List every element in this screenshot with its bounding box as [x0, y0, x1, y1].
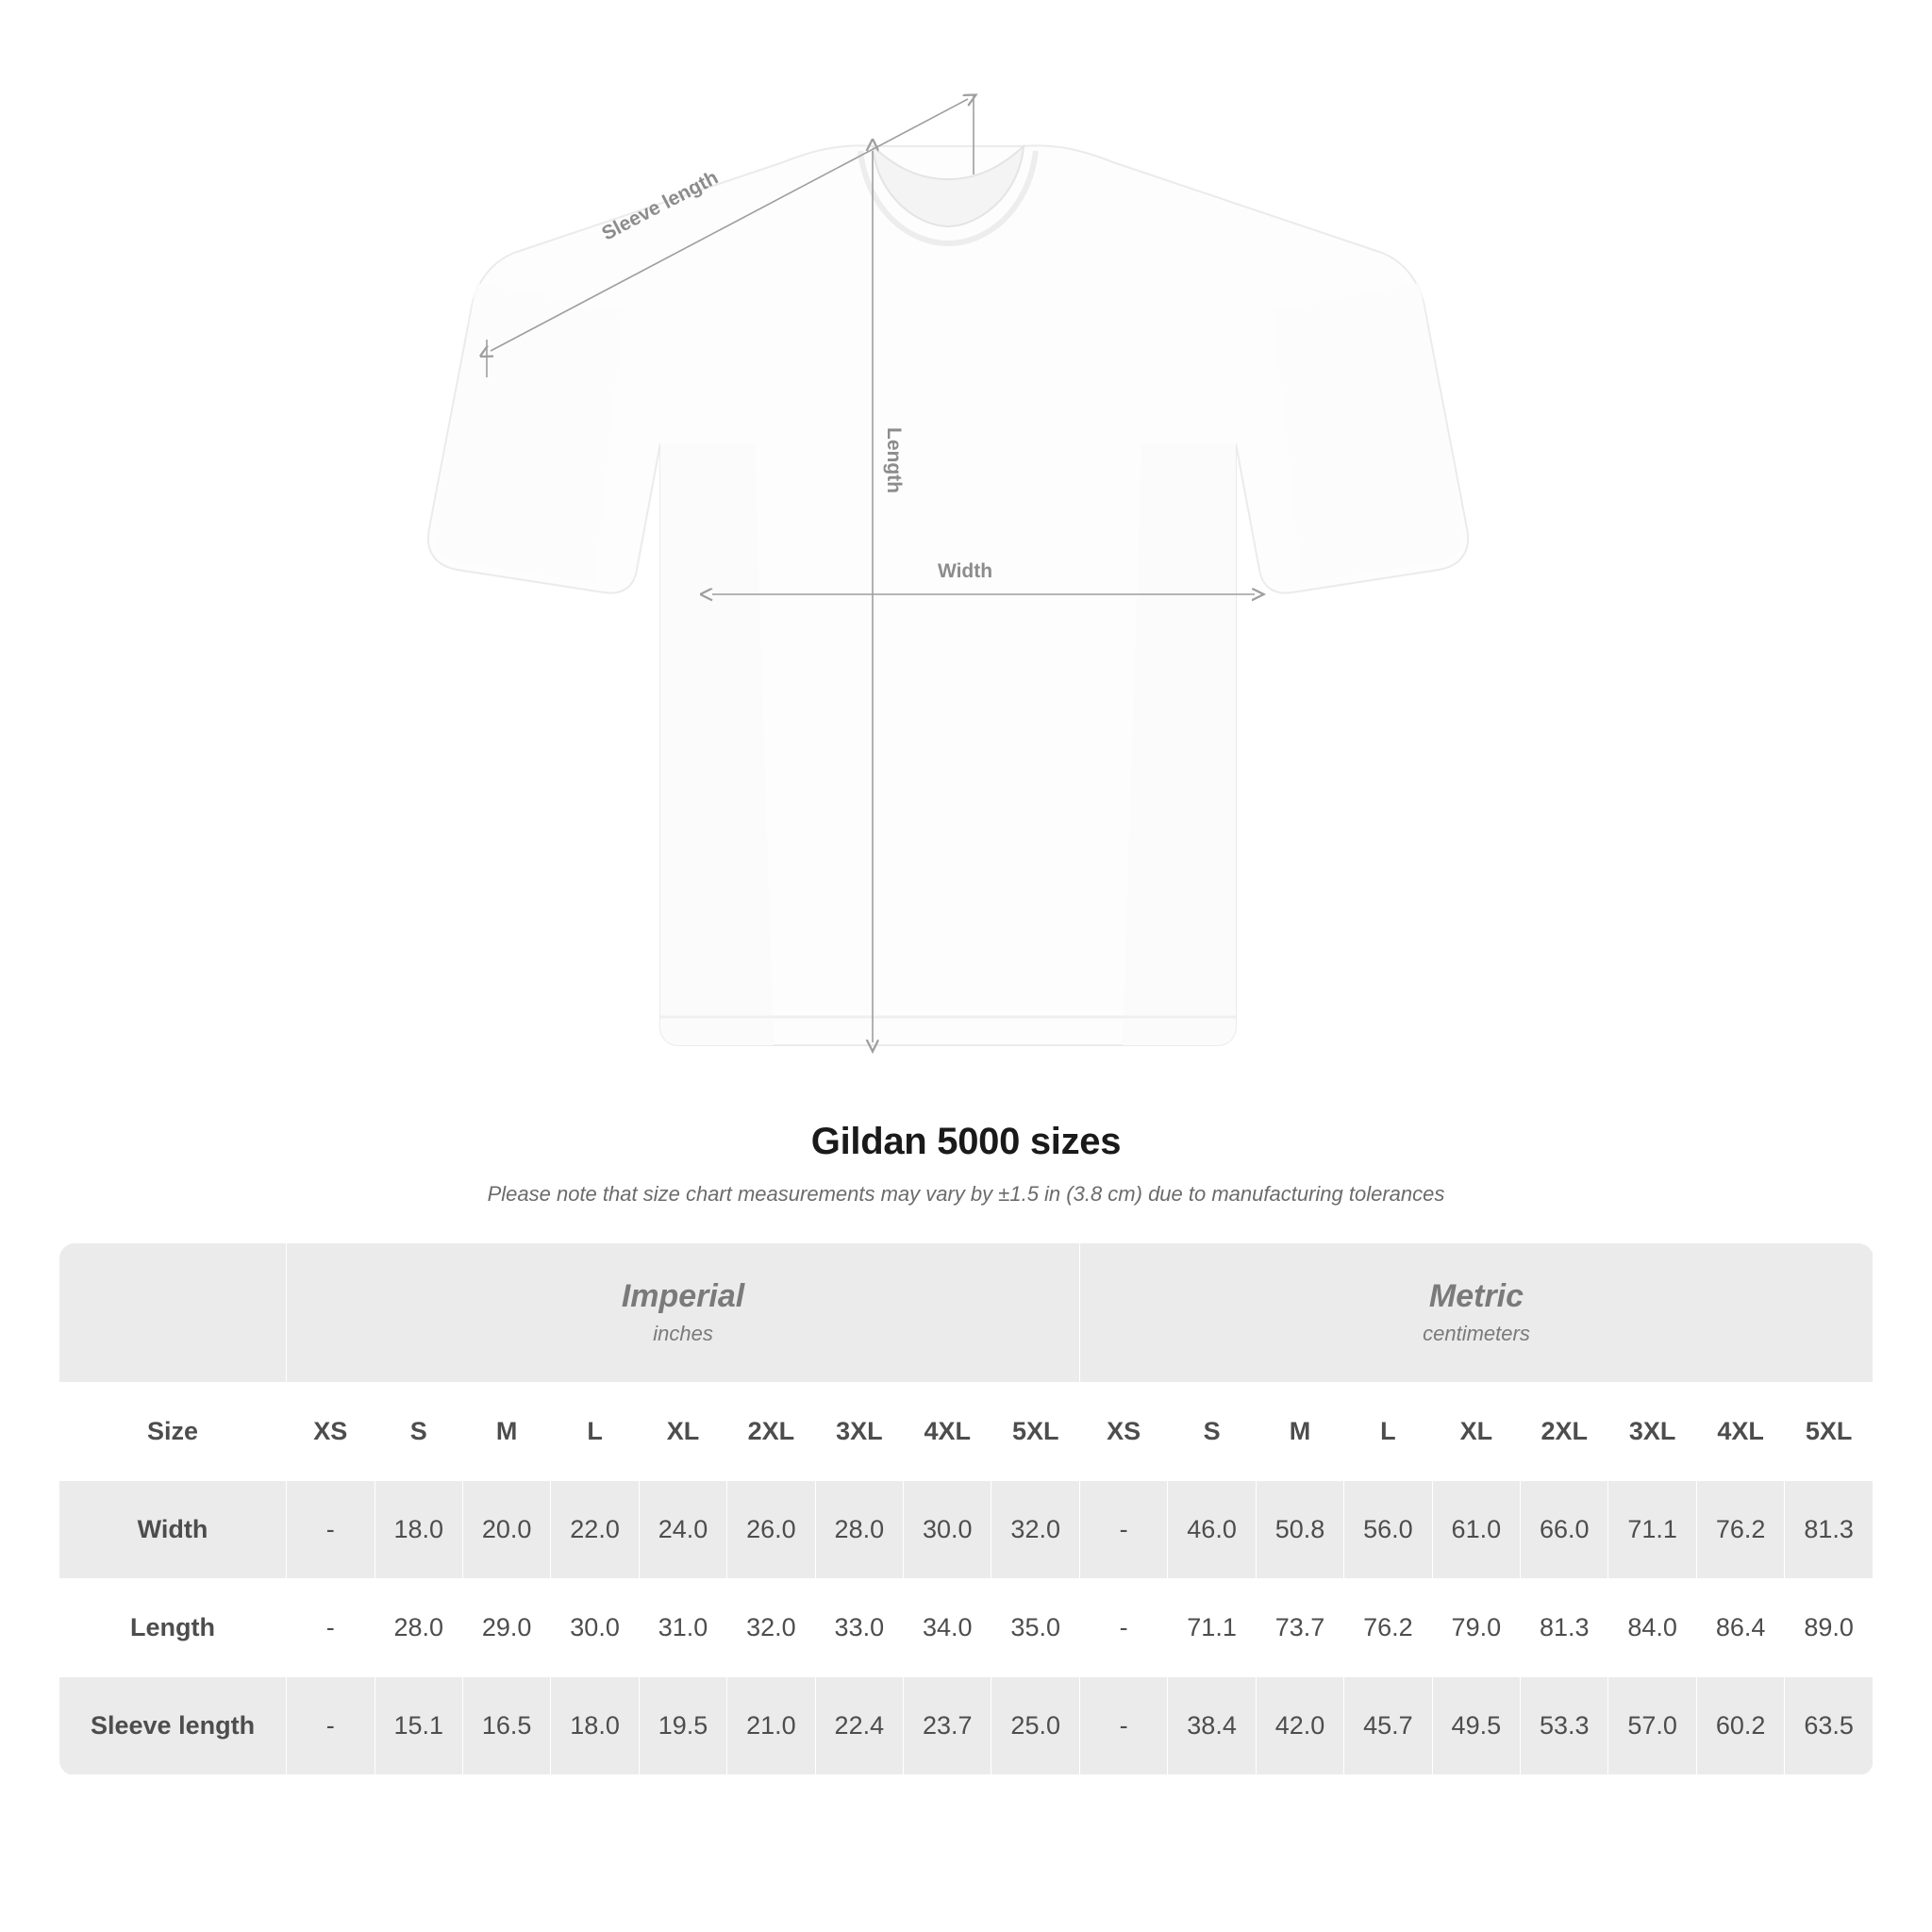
cell-sleeve-imperial-5xl: 25.0: [991, 1677, 1079, 1775]
width-label: Width: [937, 560, 993, 582]
cell-length-imperial-m: 29.0: [462, 1579, 550, 1677]
cell-length-imperial-3xl: 33.0: [815, 1579, 903, 1677]
cell-length-imperial-2xl: 32.0: [727, 1579, 815, 1677]
row-label-sleeve-length: Sleeve length: [59, 1677, 287, 1775]
cell-sleeve-metric-5xl: 63.5: [1785, 1677, 1874, 1775]
cell-sleeve-imperial-s: 15.1: [375, 1677, 462, 1775]
cell-sleeve-metric-3xl: 57.0: [1608, 1677, 1696, 1775]
cell-length-metric-xl: 79.0: [1432, 1579, 1520, 1677]
unit-header-imperial: [287, 1243, 1080, 1383]
cell-length-imperial-xl: 31.0: [639, 1579, 726, 1677]
row-label-width: Width: [59, 1481, 287, 1579]
cell-sleeve-imperial-xl: 19.5: [639, 1677, 726, 1775]
size-header-imperial-m: M: [462, 1383, 550, 1481]
cell-length-metric-5xl: 89.0: [1785, 1579, 1874, 1677]
size-header-imperial-2xl: 2XL: [727, 1383, 815, 1481]
size-header-metric-4xl: 4XL: [1696, 1383, 1784, 1481]
size-header-imperial-5xl: 5XL: [991, 1383, 1079, 1481]
cell-width-imperial-4xl: 30.0: [904, 1481, 991, 1579]
cell-sleeve-imperial-4xl: 23.7: [904, 1677, 991, 1775]
cell-width-metric-xl: 61.0: [1432, 1481, 1520, 1579]
cell-width-metric-4xl: 76.2: [1696, 1481, 1784, 1579]
cell-sleeve-metric-xl: 49.5: [1432, 1677, 1520, 1775]
cell-sleeve-metric-s: 38.4: [1168, 1677, 1256, 1775]
cell-sleeve-metric-l: 45.7: [1344, 1677, 1432, 1775]
cell-length-metric-xs: -: [1079, 1579, 1167, 1677]
cell-width-metric-5xl: 81.3: [1785, 1481, 1874, 1579]
unit-name-metric: Metric: [1428, 1277, 1524, 1314]
cell-width-imperial-2xl: 26.0: [727, 1481, 815, 1579]
sleeve-length-label: Sleeve length: [598, 166, 723, 245]
unit-header-metric: [1079, 1243, 1873, 1383]
cell-sleeve-metric-2xl: 53.3: [1521, 1677, 1608, 1775]
table-row: [59, 1677, 1874, 1775]
unit-name-imperial: Imperial: [621, 1277, 745, 1314]
size-header-metric-l: L: [1344, 1383, 1432, 1481]
size-table-wrapper: [58, 1242, 1874, 1775]
cell-length-metric-3xl: 84.0: [1608, 1579, 1696, 1677]
cell-sleeve-imperial-3xl: 22.4: [815, 1677, 903, 1775]
size-header-imperial-xl: XL: [639, 1383, 726, 1481]
size-header-metric-s: S: [1168, 1383, 1256, 1481]
cell-sleeve-imperial-xs: -: [287, 1677, 375, 1775]
size-header-imperial-3xl: 3XL: [815, 1383, 903, 1481]
unit-header-row: [59, 1243, 1874, 1383]
size-header-metric-m: M: [1256, 1383, 1343, 1481]
cell-width-metric-s: 46.0: [1168, 1481, 1256, 1579]
cell-sleeve-metric-xs: -: [1079, 1677, 1167, 1775]
size-header-metric-5xl: 5XL: [1785, 1383, 1874, 1481]
cell-width-metric-l: 56.0: [1344, 1481, 1432, 1579]
size-header-imperial-l: L: [551, 1383, 639, 1481]
cell-width-metric-m: 50.8: [1256, 1481, 1343, 1579]
cell-sleeve-imperial-2xl: 21.0: [727, 1677, 815, 1775]
cell-length-imperial-xs: -: [287, 1579, 375, 1677]
size-header-imperial-s: S: [375, 1383, 462, 1481]
cell-width-imperial-3xl: 28.0: [815, 1481, 903, 1579]
size-header-row: [59, 1383, 1874, 1481]
tshirt-graphic: [428, 145, 1468, 1045]
cell-length-imperial-s: 28.0: [375, 1579, 462, 1677]
cell-width-imperial-5xl: 32.0: [991, 1481, 1079, 1579]
cell-width-metric-2xl: 66.0: [1521, 1481, 1608, 1579]
table-row: [59, 1579, 1874, 1677]
cell-width-imperial-xs: -: [287, 1481, 375, 1579]
unit-sub-metric: centimeters: [1423, 1322, 1530, 1346]
size-header-metric-2xl: 2XL: [1521, 1383, 1608, 1481]
cell-length-imperial-l: 30.0: [551, 1579, 639, 1677]
size-header-metric-3xl: 3XL: [1608, 1383, 1696, 1481]
cell-width-imperial-s: 18.0: [375, 1481, 462, 1579]
cell-width-imperial-l: 22.0: [551, 1481, 639, 1579]
cell-width-imperial-m: 20.0: [462, 1481, 550, 1579]
unit-sub-imperial: inches: [653, 1322, 713, 1346]
cell-length-metric-l: 76.2: [1344, 1579, 1432, 1677]
size-header-metric-xl: XL: [1432, 1383, 1520, 1481]
cell-sleeve-imperial-l: 18.0: [551, 1677, 639, 1775]
cell-length-metric-s: 71.1: [1168, 1579, 1256, 1677]
size-header-label: Size: [59, 1383, 287, 1481]
cell-length-metric-4xl: 86.4: [1696, 1579, 1784, 1677]
row-label-length: Length: [59, 1579, 287, 1677]
cell-sleeve-metric-4xl: 60.2: [1696, 1677, 1784, 1775]
cell-length-metric-2xl: 81.3: [1521, 1579, 1608, 1677]
cell-width-metric-xs: -: [1079, 1481, 1167, 1579]
cell-length-imperial-5xl: 35.0: [991, 1579, 1079, 1677]
cell-width-imperial-xl: 24.0: [639, 1481, 726, 1579]
cell-sleeve-metric-m: 42.0: [1256, 1677, 1343, 1775]
size-table: [58, 1242, 1874, 1775]
tolerance-note: Please note that size chart measurements may vary by ±1.5 in (3.8 cm) due to manufacturing tolerances: [487, 1182, 1445, 1206]
title-block: [0, 1121, 1932, 1207]
cell-length-imperial-4xl: 34.0: [904, 1579, 991, 1677]
unit-corner-cell: [59, 1243, 287, 1383]
length-label: Length: [883, 427, 905, 493]
size-header-imperial-xs: XS: [287, 1383, 375, 1481]
table-row: [59, 1481, 1874, 1579]
cell-sleeve-imperial-m: 16.5: [462, 1677, 550, 1775]
size-header-imperial-4xl: 4XL: [904, 1383, 991, 1481]
page-title: Gildan 5000 sizes: [810, 1121, 1122, 1162]
cell-width-metric-3xl: 71.1: [1608, 1481, 1696, 1579]
size-header-metric-xs: XS: [1079, 1383, 1167, 1481]
cell-length-metric-m: 73.7: [1256, 1579, 1343, 1677]
